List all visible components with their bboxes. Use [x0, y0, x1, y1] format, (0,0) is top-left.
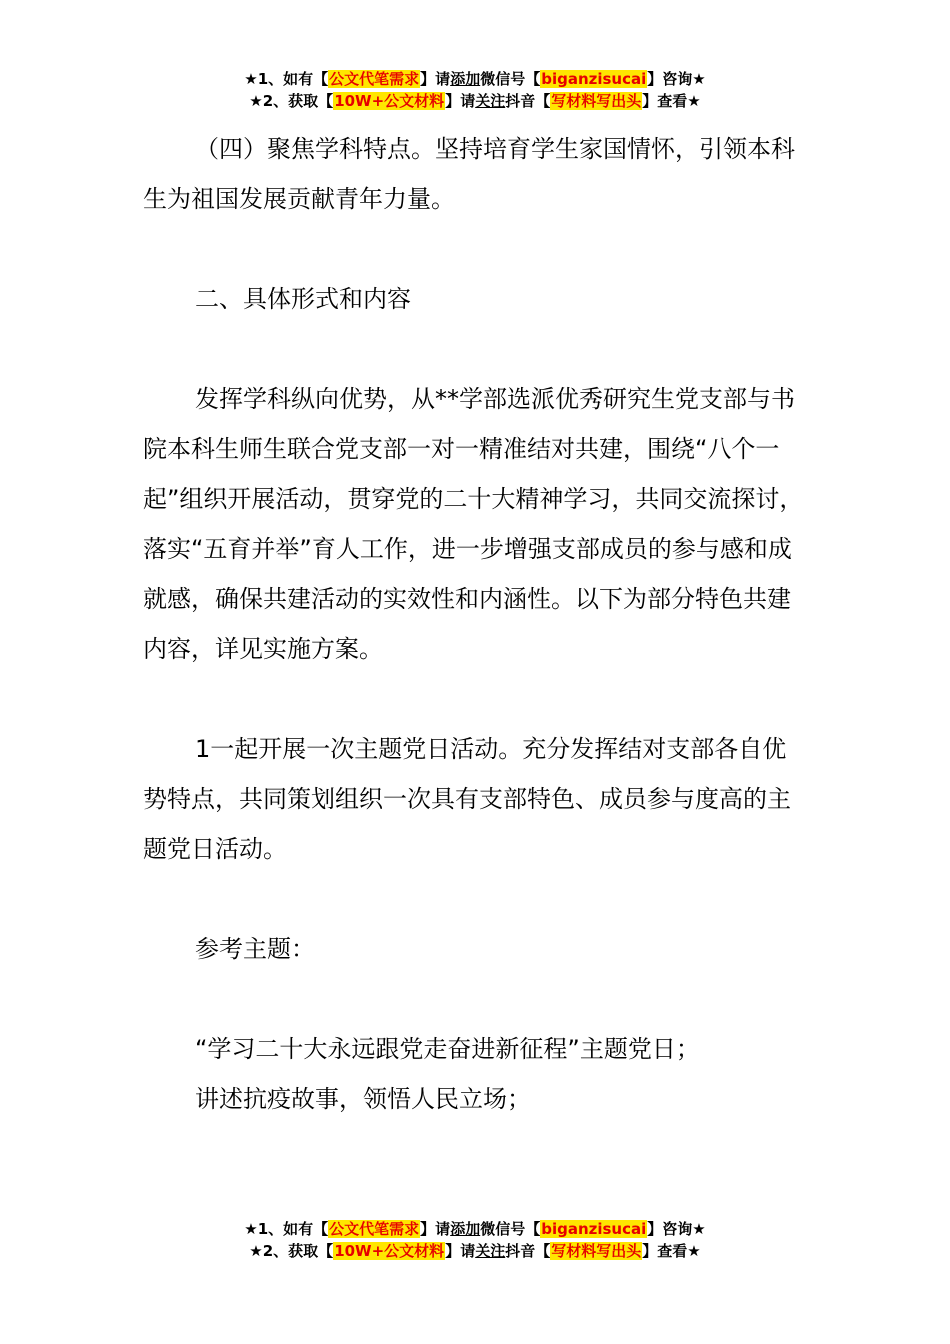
highlight-materials: 10W+公文材料	[334, 92, 445, 110]
highlight-service: 公文代笔需求	[329, 70, 420, 88]
promo-line-2: ★2、获取【10W+公文材料】请关注抖音【写材料写出头】查看★	[249, 92, 701, 110]
paragraph-focus-discipline: （四）聚焦学科特点。坚持培育学生家国情怀，引领本科生为祖国发展贡献青年力量。	[143, 135, 795, 213]
highlight-wechat-id: biganzisucai	[541, 1220, 647, 1238]
promo-line-1: ★1、如有【公文代笔需求】请添加微信号【biganzisucai】咨询★	[244, 1220, 706, 1238]
promo-line-2: ★2、获取【10W+公文材料】请关注抖音【写材料写出头】查看★	[249, 1242, 701, 1260]
highlight-materials: 10W+公文材料	[334, 1242, 445, 1260]
topic-item: 讲述抗疫故事，领悟人民立场；	[195, 1085, 531, 1113]
highlight-douyin-id: 写材料写出头	[551, 1242, 642, 1260]
paragraph-activity-1: 1一起开展一次主题党日活动。充分发挥结对支部各自优势特点，共同策划组织一次具有支部特色、成员参与度高的主题党日活动。	[143, 735, 791, 863]
highlight-wechat-id: biganzisucai	[541, 70, 647, 88]
paragraph-overview: 发挥学科纵向优势，从**学部选派优秀研究生党支部与书院本科生师生联合党支部一对一精准结对共建，围绕“八个一起”组织开展活动，贯穿党的二十大精神学习，共同交流探讨，落实“五育并举”育人工作，进一步增强支部成员的参与感和成就感，确保共建活动的实效性和内涵性。以下为部分特色共建内容，详见实施方案。	[143, 385, 804, 663]
topic-item: “学习二十大永远跟党走奋进新征程”主题党日；	[195, 1035, 700, 1063]
promo-line-1: ★1、如有【公文代笔需求】请添加微信号【biganzisucai】咨询★	[244, 70, 706, 88]
promo-banner-bottom	[0, 1218, 950, 1262]
document-body	[143, 124, 807, 1124]
highlight-douyin-id: 写材料写出头	[551, 92, 642, 110]
promo-banner-top	[0, 68, 950, 112]
reference-topics-label: 参考主题：	[195, 935, 315, 963]
highlight-service: 公文代笔需求	[329, 1220, 420, 1238]
section-heading: 二、具体形式和内容	[195, 285, 411, 313]
